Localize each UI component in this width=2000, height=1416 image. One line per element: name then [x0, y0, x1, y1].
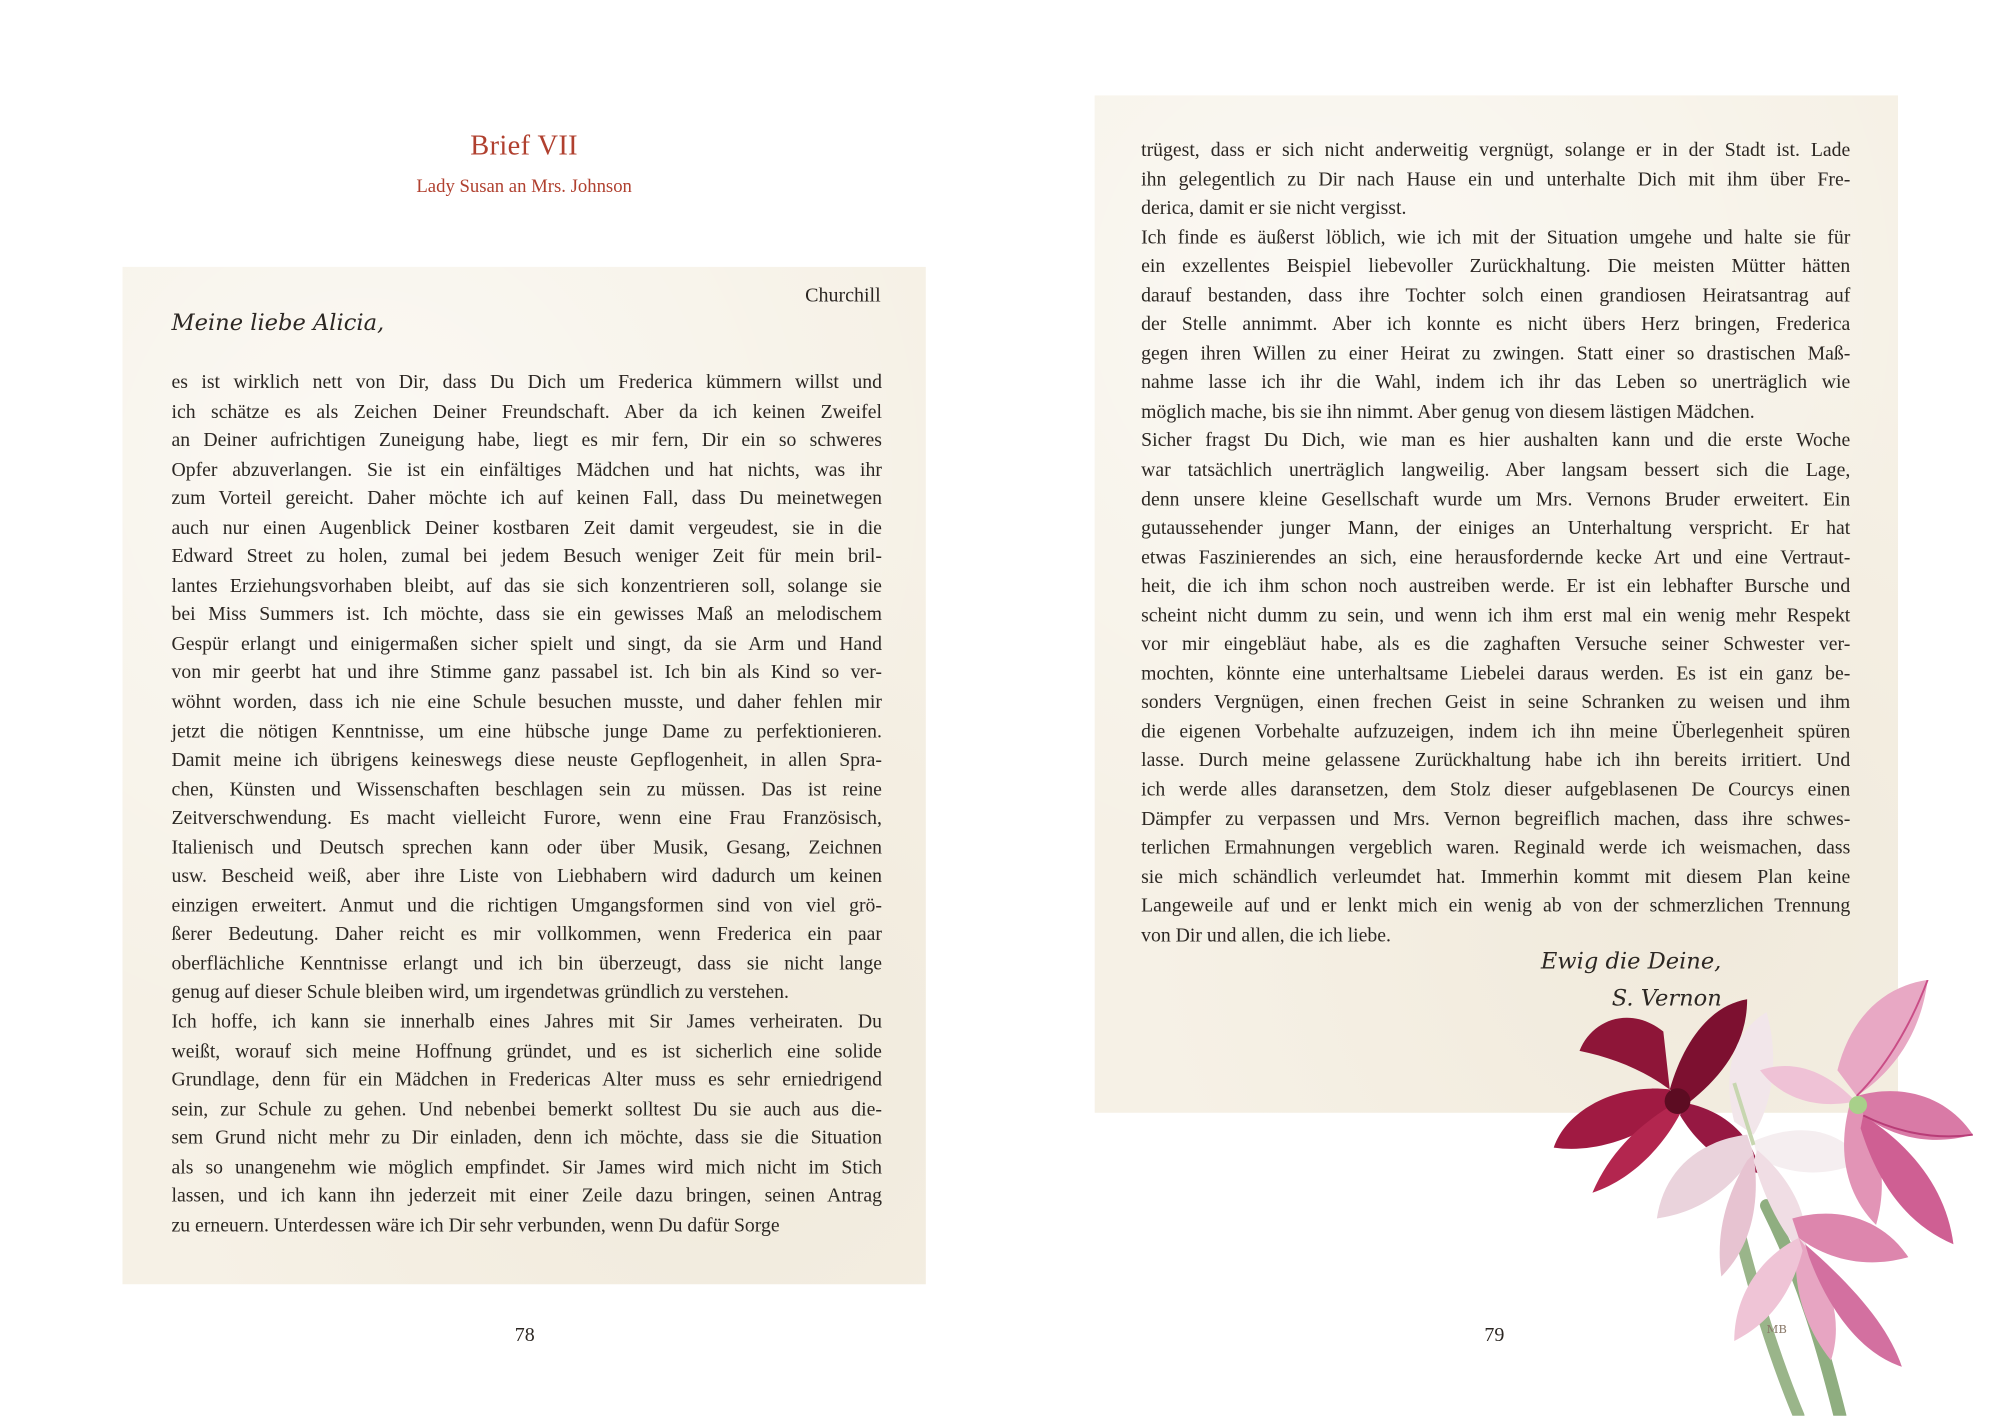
text-line: heit, die ich ihm schon noch austreiben werde. Er ist ein lebhafter Bursche und [1141, 575, 1851, 598]
text-line: als so unangenehm wie möglich empfindet. Sir James wird mich nicht im Stich [171, 1156, 882, 1179]
letter-place: Churchill [805, 284, 881, 307]
text-line: trügest, dass er sich nicht anderweitig vergnügt, solange er in der Stadt ist. Lade [1141, 139, 1851, 162]
text-line: gegen ihren Willen zu einer Heirat zu zwingen. Statt einer so drastischen Maß- [1141, 342, 1851, 365]
text-line: weißt, worauf sich meine Hoffnung gründet, und es ist sicherlich eine solide [171, 1040, 882, 1062]
letter-salutation: Meine liebe Alicia, [171, 310, 385, 337]
letter-closing: Ewig die Deine, [1540, 948, 1722, 975]
text-line: bei Miss Summers ist. Ich möchte, dass sie ein gewisses Maß an melodischem [171, 603, 882, 626]
text-line: Langeweile auf und er lenkt mich ein wenig ab von der schmerzlichen Trennung [1141, 895, 1851, 918]
text-line: von mir geerbt hat und ihre Stimme ganz passabel ist. Ich bin als Kind so ver- [171, 662, 882, 684]
text-line: Edward Street zu holen, zumal bei jedem Besuch weniger Zeit für mein bril- [171, 545, 882, 568]
text-line: an Deiner aufrichtigen Zuneigung habe, liegt es mir fern, Dir ein so schweres [171, 429, 882, 452]
text-line: sie mich schändlich verleumdet hat. Immerhin kommt mit diesem Plan keine [1141, 866, 1851, 888]
text-line: Gespür erlangt und einigermaßen sicher spielt und singt, da sie Arm und Hand [171, 632, 882, 655]
text-line: Grundlage, denn für ein Mädchen in Fredericas Alter muss es sehr erniedrigend [171, 1069, 882, 1091]
text-line: möglich mache, bis sie ihn nimmt. Aber genug von diesem lästigen Mädchen. [1141, 400, 1755, 423]
text-line: terlichen Ermahnungen vergeblich waren. Reginald werde ich weismachen, dass [1141, 836, 1851, 859]
text-line: Damit meine ich übrigens keineswegs diese neuste Gepflogenheit, in allen Spra- [171, 749, 882, 772]
text-line: der Stelle annimmt. Aber ich konnte es nicht übers Herz bringen, Frederica [1141, 313, 1851, 336]
text-line: Zeitverschwendung. Es macht vielleicht Furore, wenn eine Frau Französisch, [171, 807, 882, 830]
text-line: von Dir und allen, die ich liebe. [1141, 924, 1391, 947]
text-line: etwas Faszinierendes an sich, eine herausfordernde kecke Art und eine Vertraut- [1141, 546, 1851, 569]
text-line: oberflächliche Kenntnisse erlangt und ich bin überzeugt, dass sie nicht lange [171, 952, 882, 975]
text-line: ßerer Bedeutung. Daher reicht es mir vollkommen, wenn Frederica ein paar [171, 923, 882, 946]
text-line: nahme lasse ich ihr die Wahl, indem ich ihr das Leben so unerträglich wie [1141, 371, 1851, 394]
text-line: Italienisch und Deutsch sprechen kann oder über Musik, Gesang, Zeichnen [171, 836, 882, 859]
text-line: sem Grund nicht mehr zu Dir einladen, denn ich möchte, dass sie die Situation [171, 1127, 882, 1150]
text-line: vor mir eingebläut habe, als es die zaghaften Versuche seiner Schwester ver- [1141, 633, 1851, 656]
text-line: auch nur einen Augenblick Deiner kostbaren Zeit damit vergeudest, sie in die [171, 516, 882, 539]
text-line: einzigen erweitert. Anmut und die richtigen Umgangsformen sind von viel grö- [171, 894, 882, 917]
letter-title: Brief VII [470, 128, 578, 162]
text-line: Sicher fragst Du Dich, wie man es hier aushalten kann und die erste Woche [1141, 429, 1851, 452]
text-line: ihn gelegentlich zu Dir nach Hause ein und unterhalte Dich mit ihm über Fre- [1141, 168, 1851, 191]
text-line: die eigenen Vorbehalte aufzuzeigen, indem ich ihn meine Überlegenheit spüren [1141, 720, 1851, 743]
text-line: scheint nicht dumm zu sein, und wenn ich ihm erst mal ein wenig mehr Respekt [1141, 604, 1851, 627]
letter-body-left [171, 369, 881, 1241]
page-number-left: 78 [514, 1324, 535, 1347]
text-line: lantes Erziehungsvorhaben bleibt, auf das sie sich konzentrieren soll, solange sie [171, 574, 882, 597]
text-line: wöhnt worden, dass ich nie eine Schule besuchen musste, und daher fehlen mir [171, 691, 882, 714]
amaryllis-flower-illustration [1541, 980, 1986, 1416]
letter-signature: S. Vernon [1611, 986, 1722, 1013]
artist-monogram: MB [1766, 1322, 1787, 1337]
text-line: sonders Vergnügen, einen frechen Geist in seine Schranken zu weisen und ihm [1141, 691, 1851, 714]
text-line: denn unsere kleine Gesellschaft wurde um Mrs. Vernons Bruder erweitert. Ein [1141, 488, 1851, 511]
text-line: Opfer abzuverlangen. Sie ist ein einfältiges Mädchen und hat nichts, was ihr [171, 458, 882, 481]
text-line: zu erneuern. Unterdessen wäre ich Dir sehr verbunden, wenn Du dafür Sorge [171, 1214, 780, 1237]
text-line: jetzt die nötigen Kenntnisse, um eine hübsche junge Dame zu perfektionieren. [171, 720, 882, 743]
text-line: chen, Künsten und Wissenschaften beschlagen sein zu müssen. Das ist reine [171, 778, 882, 801]
text-line: es ist wirklich nett von Dir, dass Du Dich um Frederica kümmern willst und [171, 371, 882, 394]
text-line: ich werde alles daransetzen, dem Stolz dieser aufgeblasenen De Courcys einen [1141, 778, 1851, 801]
text-line: gutaussehender junger Mann, der einiges an Unterhaltung verspricht. Er hat [1141, 517, 1851, 540]
text-line: war tatsächlich unerträglich langweilig. Aber langsam bessert sich die Lage, [1141, 459, 1851, 481]
text-line: Ich hoffe, ich kann sie innerhalb eines Jahres mit Sir James verheiraten. Du [171, 1010, 882, 1033]
text-line: ich schätze es als Zeichen Deiner Freundschaft. Aber da ich keinen Zweifel [171, 400, 882, 423]
text-line: lasse. Durch meine gelassene Zurückhaltung habe ich ihn bereits irritiert. Und [1141, 749, 1851, 772]
text-line: usw. Bescheid weiß, aber ihre Liste von Liebhabern wird dadurch um keinen [171, 865, 882, 888]
text-line: derica, damit er sie nicht vergisst. [1141, 197, 1407, 220]
text-line: darauf bestanden, dass ihre Tochter solch einen grandiosen Heiratsantrag auf [1141, 284, 1851, 307]
letter-body-right [1141, 137, 1850, 951]
text-line: mochten, könnte eine unterhaltsame Liebelei daraus werden. Es ist ein ganz be- [1141, 662, 1851, 685]
text-line: zum Vorteil gereicht. Daher möchte ich auf keinen Fall, dass Du meinetwegen [171, 487, 882, 510]
text-line: lassen, und ich kann ihn jederzeit mit einer Zeile dazu bringen, seinen Antrag [171, 1185, 882, 1208]
text-line: sein, zur Schule zu gehen. Und nebenbei bemerkt solltest Du sie auch aus die- [171, 1098, 882, 1121]
text-line: Ich finde es äußerst löblich, wie ich mit der Situation umgehe und halte sie für [1141, 226, 1851, 249]
letter-subtitle: Lady Susan an Mrs. Johnson [416, 176, 632, 198]
text-line: Dämpfer zu verpassen und Mrs. Vernon begreiflich machen, dass ihre schwes- [1141, 807, 1851, 830]
text-line: ein exzellentes Beispiel liebevoller Zurückhaltung. Die meisten Mütter hätten [1141, 255, 1851, 278]
text-line: genug auf dieser Schule bleiben wird, um irgendetwas gründlich zu verstehen. [171, 981, 789, 1004]
page-number-right: 79 [1484, 1324, 1505, 1347]
